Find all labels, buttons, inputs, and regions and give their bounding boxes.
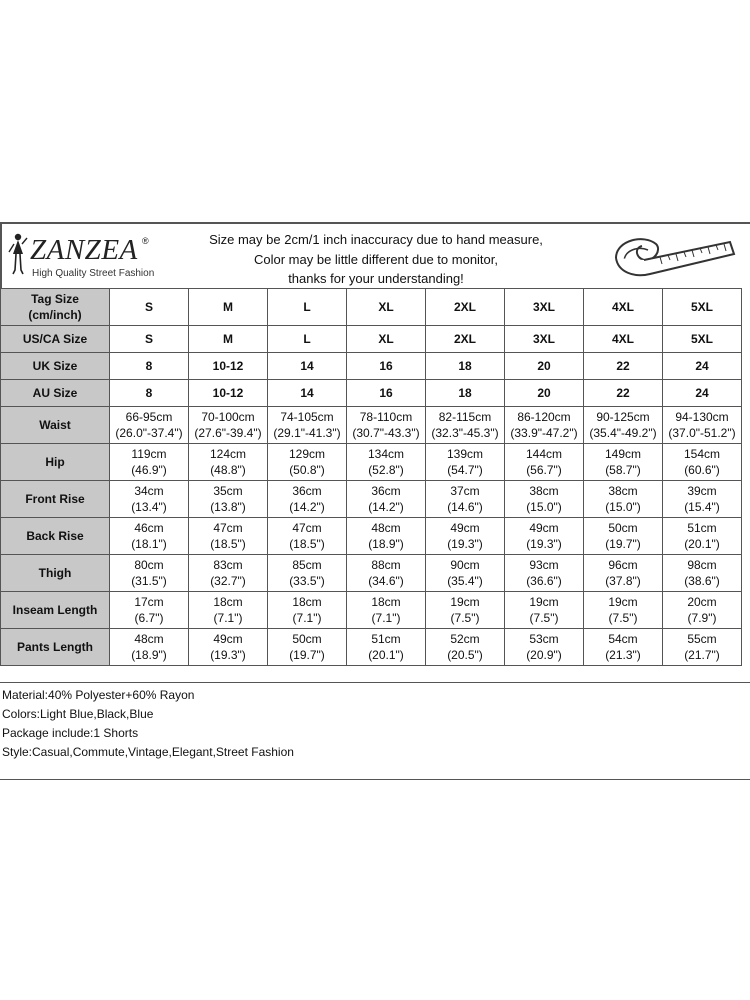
cm-value: 129cm	[288, 447, 326, 461]
inch-value: (46.9")	[131, 463, 167, 477]
cm-value: 18cm	[292, 595, 322, 609]
row-label: Pants Length	[1, 629, 110, 666]
inch-value: (37.8")	[605, 574, 641, 588]
inch-value: (38.6")	[684, 574, 720, 588]
size-cell	[663, 518, 742, 555]
cm-value: 19cm	[608, 595, 638, 609]
size-cell	[189, 592, 268, 629]
inch-value: (37.0"-51.2")	[668, 426, 736, 440]
size-cell: 5XL	[663, 326, 742, 353]
inch-value: (21.7")	[684, 648, 720, 662]
size-cell	[584, 481, 663, 518]
tag-size-cell: S	[110, 289, 189, 326]
size-cell	[584, 555, 663, 592]
size-cell: 10-12	[189, 380, 268, 407]
size-cell	[426, 481, 505, 518]
inch-value: (35.4")	[447, 574, 483, 588]
size-cell	[110, 444, 189, 481]
inch-value: (19.7")	[289, 648, 325, 662]
size-cell	[268, 444, 347, 481]
tag-size-cell: M	[189, 289, 268, 326]
cm-value: 48cm	[134, 632, 164, 646]
inch-value: (50.8")	[289, 463, 325, 477]
size-cell: 20	[505, 353, 584, 380]
cm-value: 55cm	[687, 632, 717, 646]
cm-value: 93cm	[529, 558, 559, 572]
size-row	[1, 353, 742, 380]
size-cell	[584, 518, 663, 555]
size-row	[1, 407, 742, 444]
row-label: US/CA Size	[1, 326, 110, 353]
inch-value: (14.2")	[289, 500, 325, 514]
cm-value: 36cm	[371, 484, 401, 498]
size-cell: 16	[347, 380, 426, 407]
size-cell	[189, 444, 268, 481]
measuring-tape-icon	[610, 228, 740, 286]
size-cell	[584, 629, 663, 666]
size-cell	[663, 481, 742, 518]
size-cell	[505, 481, 584, 518]
chart-header	[0, 222, 750, 288]
inch-value: (14.6")	[447, 500, 483, 514]
size-cell	[110, 407, 189, 444]
cm-value: 19cm	[450, 595, 480, 609]
size-cell	[584, 592, 663, 629]
cm-value: 134cm	[367, 447, 405, 461]
size-row	[1, 592, 742, 629]
size-cell: 14	[268, 380, 347, 407]
cm-value: 50cm	[292, 632, 322, 646]
cm-value: 74-105cm	[280, 410, 334, 424]
inch-value: (26.0"-37.4")	[115, 426, 183, 440]
size-cell: M	[189, 326, 268, 353]
tag-size-cell: L	[268, 289, 347, 326]
size-chart	[0, 222, 750, 780]
inch-value: (15.4")	[684, 500, 720, 514]
cm-value: 78-110cm	[359, 410, 413, 424]
cm-value: 38cm	[608, 484, 638, 498]
size-cell	[426, 407, 505, 444]
inch-value: (15.0")	[605, 500, 641, 514]
inch-value: (19.7")	[605, 537, 641, 551]
size-cell	[426, 629, 505, 666]
registered-mark: ®	[142, 236, 149, 246]
row-label: UK Size	[1, 353, 110, 380]
size-cell	[268, 555, 347, 592]
cm-value: 48cm	[371, 521, 401, 535]
size-cell: 22	[584, 380, 663, 407]
size-table	[0, 288, 742, 666]
size-cell	[347, 444, 426, 481]
inch-value: (30.7"-43.3")	[352, 426, 420, 440]
cm-value: 39cm	[687, 484, 717, 498]
size-cell: 14	[268, 353, 347, 380]
cm-value: 38cm	[529, 484, 559, 498]
size-cell	[663, 629, 742, 666]
size-cell	[268, 481, 347, 518]
cm-value: 90cm	[450, 558, 480, 572]
inch-value: (20.9")	[526, 648, 562, 662]
cm-value: 17cm	[134, 595, 164, 609]
brand-name: ZANZEA	[30, 234, 138, 266]
inch-value: (7.9")	[687, 611, 717, 625]
size-cell: 24	[663, 380, 742, 407]
row-label: Front Rise	[1, 481, 110, 518]
cm-value: 19cm	[529, 595, 559, 609]
size-cell	[584, 407, 663, 444]
size-cell: 16	[347, 353, 426, 380]
inch-value: (18.5")	[289, 537, 325, 551]
style-line: Style:Casual,Commute,Vintage,Elegant,Street Fashion	[2, 745, 294, 759]
size-cell: XL	[347, 326, 426, 353]
inch-value: (36.6")	[526, 574, 562, 588]
cm-value: 83cm	[213, 558, 243, 572]
inch-value: (7.1")	[213, 611, 243, 625]
colors-line: Colors:Light Blue,Black,Blue	[2, 707, 154, 721]
size-row	[1, 555, 742, 592]
tag-size-cell: XL	[347, 289, 426, 326]
tag-size-header-line: (cm/inch)	[28, 308, 82, 322]
inch-value: (60.6")	[684, 463, 720, 477]
notice-line: Size may be 2cm/1 inch inaccuracy due to hand measure,	[209, 232, 543, 247]
cm-value: 52cm	[450, 632, 480, 646]
inch-value: (13.8")	[210, 500, 246, 514]
size-cell	[426, 518, 505, 555]
cm-value: 49cm	[529, 521, 559, 535]
size-cell	[347, 592, 426, 629]
size-cell: 8	[110, 380, 189, 407]
cm-value: 47cm	[213, 521, 243, 535]
size-cell: 24	[663, 353, 742, 380]
cm-value: 46cm	[134, 521, 164, 535]
cm-value: 94-130cm	[675, 410, 729, 424]
tag-size-cell: 3XL	[505, 289, 584, 326]
cm-value: 49cm	[450, 521, 480, 535]
inch-value: (7.5")	[450, 611, 480, 625]
size-row	[1, 518, 742, 555]
size-cell	[347, 407, 426, 444]
tag-size-cell: 4XL	[584, 289, 663, 326]
cm-value: 86-120cm	[517, 410, 571, 424]
row-label: AU Size	[1, 380, 110, 407]
tag-size-row	[1, 289, 742, 326]
size-row	[1, 380, 742, 407]
cm-value: 50cm	[608, 521, 638, 535]
size-cell	[426, 444, 505, 481]
size-cell	[663, 444, 742, 481]
inch-value: (19.3")	[526, 537, 562, 551]
inch-value: (21.3")	[605, 648, 641, 662]
size-cell	[110, 629, 189, 666]
size-cell: 2XL	[426, 326, 505, 353]
size-cell	[505, 444, 584, 481]
size-cell: 4XL	[584, 326, 663, 353]
size-row	[1, 326, 742, 353]
size-cell	[268, 629, 347, 666]
cm-value: 49cm	[213, 632, 243, 646]
cm-value: 149cm	[604, 447, 642, 461]
product-info	[0, 682, 750, 780]
cm-value: 18cm	[371, 595, 401, 609]
cm-value: 119cm	[131, 447, 167, 461]
size-cell	[347, 629, 426, 666]
size-cell: L	[268, 326, 347, 353]
inch-value: (18.9")	[131, 648, 167, 662]
inch-value: (19.3")	[447, 537, 483, 551]
size-cell	[110, 518, 189, 555]
inch-value: (20.1")	[684, 537, 720, 551]
size-cell	[189, 518, 268, 555]
size-cell: 10-12	[189, 353, 268, 380]
cm-value: 80cm	[134, 558, 164, 572]
cm-value: 47cm	[292, 521, 322, 535]
inch-value: (33.9"-47.2")	[510, 426, 578, 440]
size-cell	[663, 555, 742, 592]
size-cell	[347, 481, 426, 518]
cm-value: 51cm	[687, 521, 717, 535]
size-cell	[189, 555, 268, 592]
size-cell	[110, 592, 189, 629]
inch-value: (13.4")	[131, 500, 167, 514]
row-label: Hip	[1, 444, 110, 481]
size-cell	[189, 407, 268, 444]
size-cell	[347, 518, 426, 555]
cm-value: 37cm	[450, 484, 480, 498]
fashion-model-silhouette-icon	[6, 232, 30, 276]
inch-value: (14.2")	[368, 500, 404, 514]
material-line: Material:40% Polyester+60% Rayon	[2, 688, 195, 702]
size-cell	[347, 555, 426, 592]
size-cell	[663, 407, 742, 444]
tag-size-header	[1, 289, 110, 326]
inch-value: (18.1")	[131, 537, 167, 551]
size-cell	[268, 592, 347, 629]
row-label: Thigh	[1, 555, 110, 592]
cm-value: 20cm	[687, 595, 717, 609]
inch-value: (32.7")	[210, 574, 246, 588]
size-cell	[505, 629, 584, 666]
inch-value: (35.4"-49.2")	[589, 426, 657, 440]
size-cell	[663, 592, 742, 629]
size-cell	[189, 481, 268, 518]
size-cell	[426, 592, 505, 629]
size-cell	[110, 555, 189, 592]
inch-value: (7.1")	[371, 611, 401, 625]
size-cell	[189, 629, 268, 666]
size-cell: 18	[426, 380, 505, 407]
cm-value: 36cm	[292, 484, 322, 498]
inch-value: (56.7")	[526, 463, 562, 477]
cm-value: 96cm	[608, 558, 638, 572]
inch-value: (19.3")	[210, 648, 246, 662]
size-row	[1, 629, 742, 666]
inch-value: (20.5")	[447, 648, 483, 662]
row-label: Inseam Length	[1, 592, 110, 629]
inch-value: (33.5")	[289, 574, 325, 588]
notice-line: Color may be little different due to monitor,	[254, 251, 498, 267]
measurement-notice	[182, 230, 570, 289]
cm-value: 82-115cm	[438, 410, 492, 424]
cm-value: 85cm	[292, 558, 322, 572]
size-cell	[505, 407, 584, 444]
size-row	[1, 481, 742, 518]
size-cell	[426, 555, 505, 592]
notice-line: thanks for your understanding!	[288, 271, 464, 286]
inch-value: (34.6")	[368, 574, 404, 588]
inch-value: (7.5")	[608, 611, 638, 625]
brand-tagline: High Quality Street Fashion	[32, 268, 155, 279]
size-cell: 22	[584, 353, 663, 380]
inch-value: (6.7")	[134, 611, 164, 625]
inch-value: (15.0")	[526, 500, 562, 514]
inch-value: (31.5")	[131, 574, 167, 588]
inch-value: (52.8")	[368, 463, 404, 477]
cm-value: 35cm	[213, 484, 243, 498]
tag-size-cell: 2XL	[426, 289, 505, 326]
cm-value: 51cm	[371, 632, 401, 646]
size-cell: 3XL	[505, 326, 584, 353]
size-cell: 20	[505, 380, 584, 407]
inch-value: (20.1")	[368, 648, 404, 662]
cm-value: 98cm	[687, 558, 717, 572]
size-cell: 8	[110, 353, 189, 380]
row-label: Waist	[1, 407, 110, 444]
size-row	[1, 444, 742, 481]
size-cell	[505, 592, 584, 629]
inch-value: (32.3"-45.3")	[431, 426, 499, 440]
row-label: Back Rise	[1, 518, 110, 555]
size-cell	[110, 481, 189, 518]
inch-value: (29.1"-41.3")	[273, 426, 341, 440]
cm-value: 154cm	[683, 447, 721, 461]
inch-value: (7.5")	[529, 611, 559, 625]
cm-value: 124cm	[209, 447, 247, 461]
brand-logo	[6, 232, 156, 284]
cm-value: 139cm	[446, 447, 484, 461]
cm-value: 144cm	[525, 447, 563, 461]
cm-value: 18cm	[213, 595, 243, 609]
package-line: Package include:1 Shorts	[2, 726, 139, 740]
cm-value: 34cm	[134, 484, 164, 498]
inch-value: (54.7")	[447, 463, 483, 477]
size-cell	[505, 555, 584, 592]
cm-value: 53cm	[529, 632, 559, 646]
tag-size-cell: 5XL	[663, 289, 742, 326]
inch-value: (18.9")	[368, 537, 404, 551]
inch-value: (27.6"-39.4")	[194, 426, 262, 440]
inch-value: (7.1")	[292, 611, 322, 625]
cm-value: 66-95cm	[125, 410, 173, 424]
inch-value: (48.8")	[210, 463, 246, 477]
size-cell	[584, 444, 663, 481]
cm-value: 70-100cm	[201, 410, 255, 424]
inch-value: (18.5")	[210, 537, 246, 551]
tag-size-header-line: Tag Size	[31, 292, 79, 306]
cm-value: 90-125cm	[596, 410, 650, 424]
size-cell	[268, 407, 347, 444]
size-cell: 18	[426, 353, 505, 380]
cm-value: 54cm	[608, 632, 638, 646]
size-cell	[268, 518, 347, 555]
size-cell	[505, 518, 584, 555]
inch-value: (58.7")	[605, 463, 641, 477]
cm-value: 88cm	[371, 558, 401, 572]
size-cell: S	[110, 326, 189, 353]
